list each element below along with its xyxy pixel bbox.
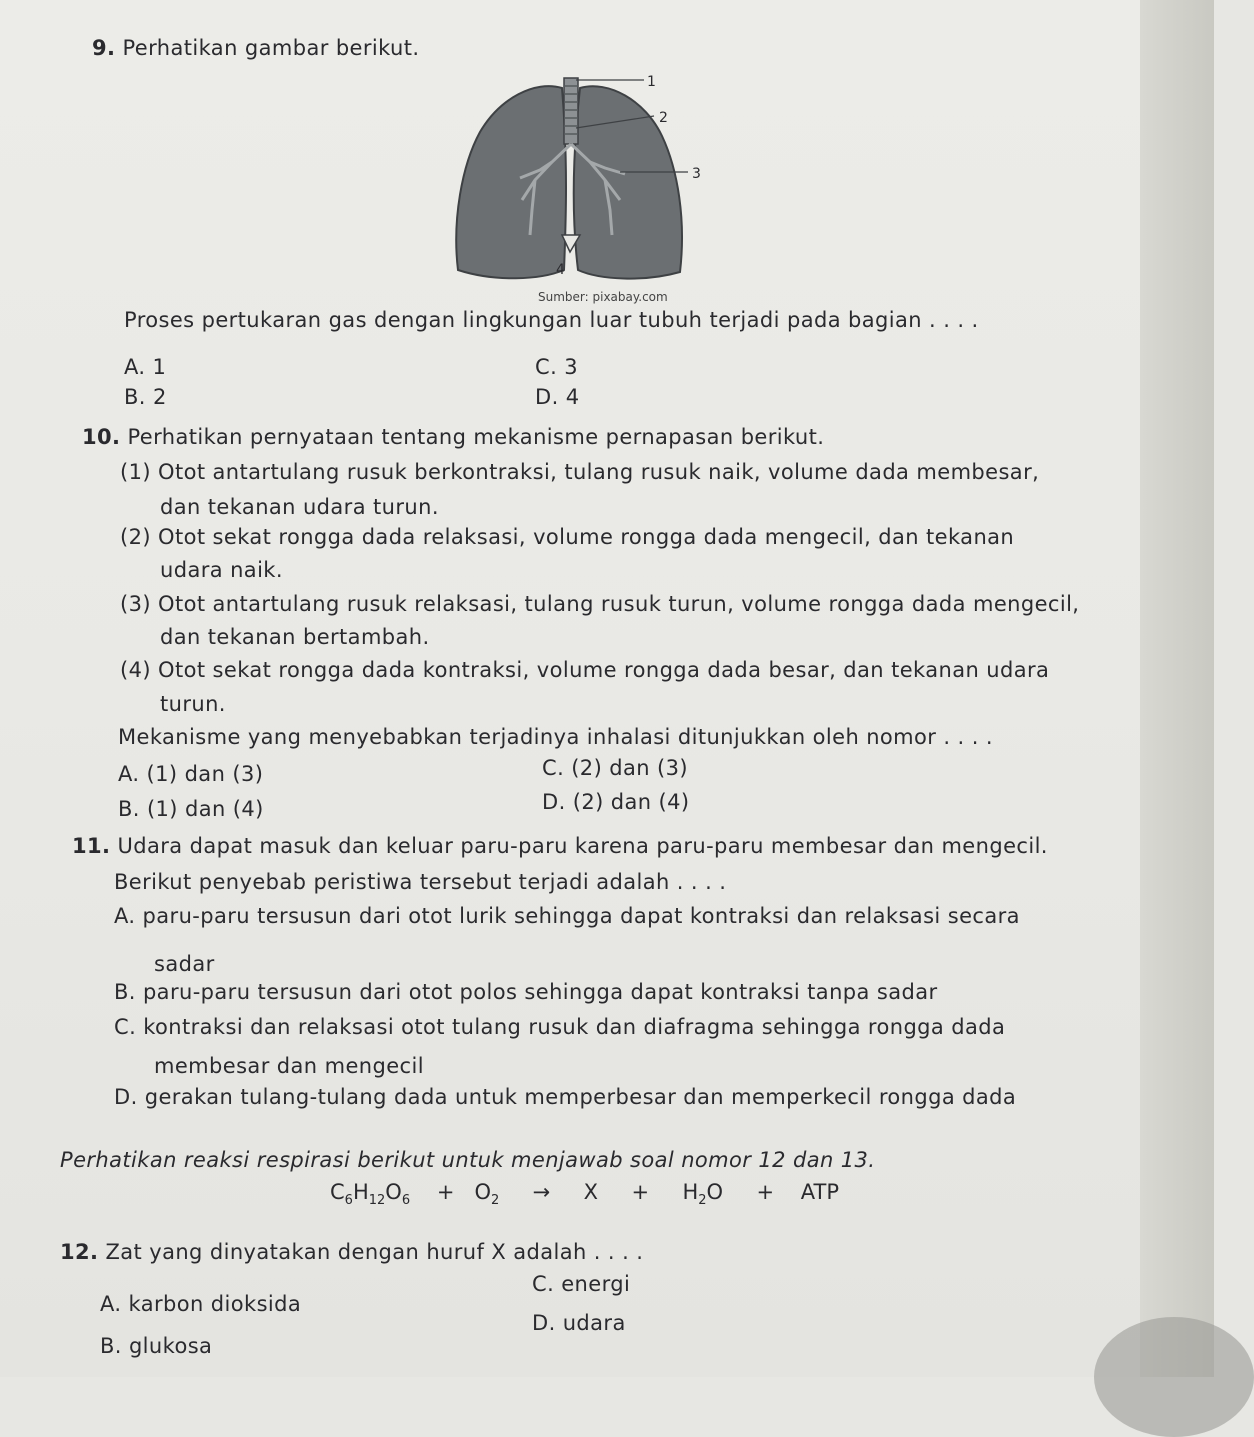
q11-question: Berikut penyebab peristiwa tersebut terjadi adalah . . . . bbox=[114, 870, 727, 894]
q9-option-a: A. 1 bbox=[124, 355, 167, 379]
q12-option-c: C. energi bbox=[532, 1272, 631, 1296]
left-lung bbox=[456, 86, 566, 278]
corner-shadow bbox=[1094, 1317, 1254, 1437]
q9-option-d: D. 4 bbox=[535, 385, 580, 409]
q10-stem: Perhatikan pernyataan tentang mekanisme pernapasan berikut. bbox=[127, 425, 825, 449]
lungs-figure bbox=[440, 70, 700, 290]
q10-statement-3-cont: dan tekanan bertambah. bbox=[160, 625, 430, 649]
plus-sign: + bbox=[756, 1180, 775, 1204]
q10-number: 10. bbox=[82, 425, 121, 449]
q10-statement-2: (2) Otot sekat rongga dada relaksasi, volume rongga dada mengecil, dan tekanan bbox=[120, 525, 1015, 549]
q10-option-b: B. (1) dan (4) bbox=[118, 797, 264, 821]
instruction-q12-q13: Perhatikan reaksi respirasi berikut untuk menjawab soal nomor 12 dan 13. bbox=[60, 1148, 876, 1172]
figure-label-1: 1 bbox=[647, 74, 656, 90]
unknown-x: X bbox=[583, 1180, 599, 1204]
q11-option-d: D. gerakan tulang-tulang dada untuk memperbesar dan memperkecil rongga dada bbox=[114, 1085, 1017, 1109]
q10-option-c: C. (2) dan (3) bbox=[542, 756, 688, 780]
q12-option-a: A. karbon dioksida bbox=[100, 1292, 302, 1316]
q10-question: Mekanisme yang menyebabkan terjadinya inhalasi ditunjukkan oleh nomor . . . . bbox=[118, 725, 993, 749]
q12-number: 12. bbox=[60, 1240, 99, 1264]
q11-option-b: B. paru-paru tersusun dari otot polos sehingga dapat kontraksi tanpa sadar bbox=[114, 980, 938, 1004]
q9-question: Proses pertukaran gas dengan lingkungan luar tubuh terjadi pada bagian . . . . bbox=[124, 308, 979, 332]
q10-option-d: D. (2) dan (4) bbox=[542, 790, 690, 814]
q9 bbox=[92, 36, 419, 60]
figure-label-3: 3 bbox=[692, 166, 701, 182]
water-formula: $H_2O$ bbox=[682, 1180, 724, 1209]
q9-number: 9. bbox=[92, 36, 116, 60]
glucose-formula: $C_6H_{12}O_6$ bbox=[330, 1180, 411, 1209]
plus-sign: + bbox=[631, 1180, 650, 1204]
q12-option-d: D. udara bbox=[532, 1311, 626, 1335]
q12 bbox=[60, 1240, 643, 1264]
q9-option-c: C. 3 bbox=[535, 355, 578, 379]
q12-stem: Zat yang dinyatakan dengan huruf X adalah . . . . bbox=[105, 1240, 644, 1264]
q10-option-a: A. (1) dan (3) bbox=[118, 762, 264, 786]
oxygen-formula: $O_2$ bbox=[474, 1180, 500, 1209]
plus-sign: + bbox=[436, 1180, 455, 1204]
figure-label-2: 2 bbox=[659, 110, 668, 126]
page-edge bbox=[1140, 0, 1214, 1377]
q10-statement-2-cont: udara naik. bbox=[160, 558, 283, 582]
q9-stem: Perhatikan gambar berikut. bbox=[122, 36, 420, 60]
q9-option-b: B. 2 bbox=[124, 385, 167, 409]
q11-number: 11. bbox=[72, 834, 111, 858]
figure-source: Sumber: pixabay.com bbox=[538, 290, 668, 304]
q11 bbox=[72, 834, 1048, 858]
arrow-icon: → bbox=[532, 1180, 551, 1204]
atp-label: ATP bbox=[800, 1180, 839, 1204]
q10-statement-4: (4) Otot sekat rongga dada kontraksi, volume rongga dada besar, dan tekanan udara bbox=[120, 658, 1050, 682]
q10-statement-1-cont: dan tekanan udara turun. bbox=[160, 495, 439, 519]
q10-statement-3: (3) Otot antartulang rusuk relaksasi, tulang rusuk turun, volume rongga dada mengecil, bbox=[120, 592, 1080, 616]
q10-statement-4-cont: turun. bbox=[160, 692, 226, 716]
q11-stem: Udara dapat masuk dan keluar paru-paru karena paru-paru membesar dan mengecil. bbox=[117, 834, 1048, 858]
q11-option-c-cont: membesar dan mengecil bbox=[154, 1054, 424, 1078]
figure-label-4: 4 bbox=[556, 262, 565, 278]
respiration-equation bbox=[330, 1180, 839, 1208]
q11-option-a-cont: sadar bbox=[154, 952, 215, 976]
q10-statement-1: (1) Otot antartulang rusuk berkontraksi, tulang rusuk naik, volume dada membesar, bbox=[120, 460, 1040, 484]
q11-option-c: C. kontraksi dan relaksasi otot tulang rusuk dan diafragma sehingga rongga dada bbox=[114, 1015, 1006, 1039]
q10 bbox=[82, 425, 824, 449]
q12-option-b: B. glukosa bbox=[100, 1334, 213, 1358]
q11-option-a: A. paru-paru tersusun dari otot lurik sehingga dapat kontraksi dan relaksasi secara bbox=[114, 904, 1020, 928]
